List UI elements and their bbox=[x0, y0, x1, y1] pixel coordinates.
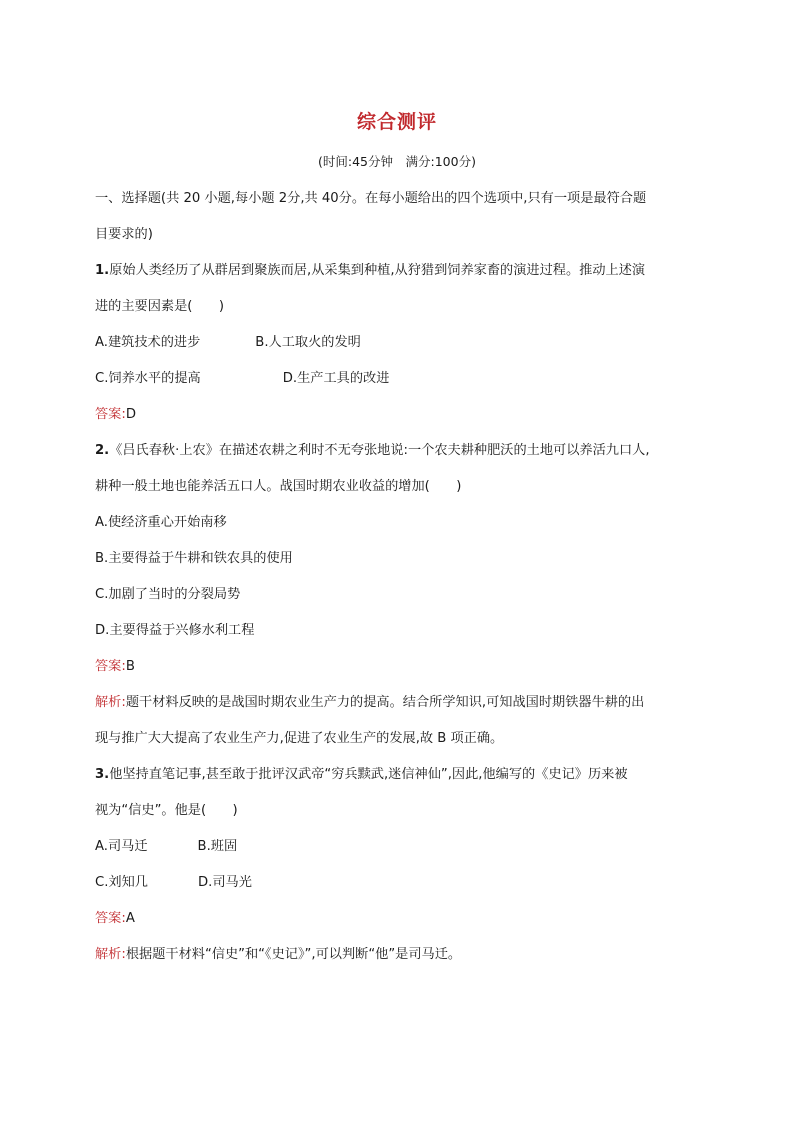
question-3-stem-line1 bbox=[95, 765, 628, 785]
question-1-options-cd bbox=[95, 369, 389, 389]
question-3-stem-line2: 视为“信史”。他是( ) bbox=[95, 803, 238, 818]
option-d: D.司马光 bbox=[197, 875, 252, 890]
answer-label: 答案: bbox=[95, 659, 126, 674]
answer-value: A bbox=[125, 911, 135, 926]
question-2-analysis-line2: 现与推广大大提高了农业生产力,促进了农业生产的发展,故 B 项正确。 bbox=[95, 731, 504, 746]
stem-text: 原始人类经历了从群居到聚族而居,从采集到种植,从狩猎到饲养家畜的演进过程。推动上述演 bbox=[109, 263, 646, 278]
option-b: B.人工取火的发明 bbox=[255, 335, 361, 350]
section-heading-line2: 目要求的) bbox=[95, 227, 153, 242]
question-2-option-c: C.加剧了当时的分裂局势 bbox=[95, 587, 241, 602]
option-c: C.饲养水平的提高 bbox=[95, 371, 201, 386]
question-2-analysis-line1 bbox=[95, 693, 644, 713]
analysis-label: 解析: bbox=[95, 695, 126, 710]
page-title: 综合测评 bbox=[356, 111, 437, 133]
question-2-answer bbox=[95, 657, 135, 677]
option-b: B.班固 bbox=[197, 839, 238, 854]
question-1-stem-line1 bbox=[95, 261, 645, 281]
question-2-option-a: A.使经济重心开始南移 bbox=[95, 515, 227, 530]
stem-text: 他坚持直笔记事,甚至敢于批评汉武帝“穷兵黩武,迷信神仙”,因此,他编写的《史记》历来被 bbox=[109, 767, 628, 782]
answer-value: D bbox=[125, 407, 136, 422]
question-2-option-b: B.主要得益于牛耕和铁农具的使用 bbox=[95, 551, 293, 566]
answer-label: 答案: bbox=[95, 407, 126, 422]
question-1-options-ab bbox=[95, 333, 361, 353]
question-1-answer bbox=[95, 405, 136, 425]
option-c: C.刘知几 bbox=[95, 875, 148, 890]
analysis-text: 根据题干材料“信史”和“《史记》”,可以判断“他”是司马迁。 bbox=[125, 947, 462, 962]
analysis-label: 解析: bbox=[95, 947, 126, 962]
option-a: A.司马迁 bbox=[95, 839, 148, 854]
option-a: A.建筑技术的进步 bbox=[95, 335, 201, 350]
question-number: 1. bbox=[95, 263, 110, 278]
option-d: D.生产工具的改进 bbox=[282, 371, 390, 386]
question-3-answer bbox=[95, 909, 135, 929]
answer-label: 答案: bbox=[95, 911, 126, 926]
question-1-stem-line2: 进的主要因素是( ) bbox=[95, 299, 224, 314]
stem-text: 《吕氏春秋·上农》在描述农耕之利时不无夸张地说:一个农夫耕种肥沃的土地可以养活九口人, bbox=[109, 443, 650, 458]
question-3-options-ab bbox=[95, 837, 237, 857]
question-number: 2. bbox=[95, 443, 110, 458]
question-3-analysis-line1 bbox=[95, 945, 461, 965]
analysis-text: 题干材料反映的是战国时期农业生产力的提高。结合所学知识,可知战国时期铁器牛耕的出 bbox=[125, 695, 645, 710]
question-3-options-cd bbox=[95, 873, 252, 893]
question-number: 3. bbox=[95, 767, 110, 782]
question-2-stem-line2: 耕种一般土地也能养活五口人。战国时期农业收益的增加( ) bbox=[95, 479, 462, 494]
question-2-option-d: D.主要得益于兴修水利工程 bbox=[95, 623, 255, 638]
question-2-stem-line1 bbox=[95, 441, 650, 461]
answer-value: B bbox=[125, 659, 135, 674]
section-heading-line1: 一、选择题(共 20 小题,每小题 2分,共 40分。在每小题给出的四个选项中,只有一项是最符合题 bbox=[95, 191, 647, 206]
exam-info: (时间:45分钟 满分:100分) bbox=[318, 154, 476, 169]
